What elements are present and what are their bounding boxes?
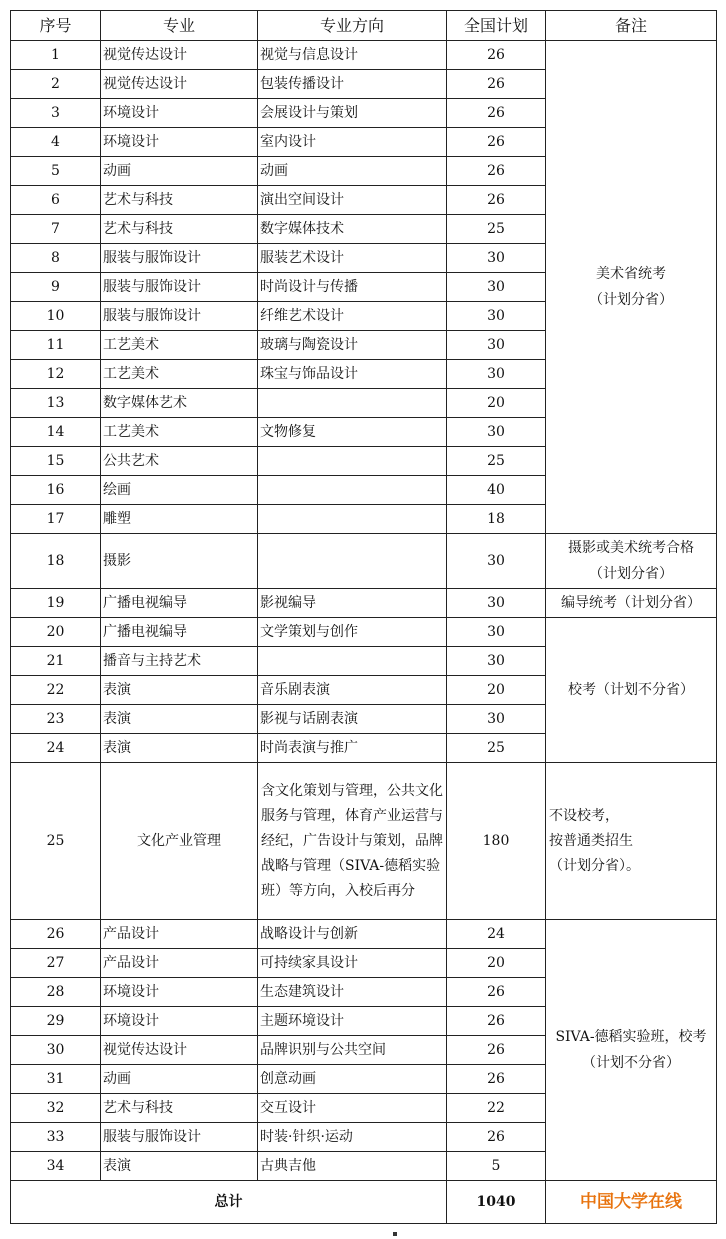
cell-num: 30 <box>11 1036 101 1065</box>
cell-major: 动画 <box>101 1065 258 1094</box>
cell-major: 服装与服饰设计 <box>101 302 258 331</box>
cell-num: 5 <box>11 157 101 186</box>
cell-num: 1 <box>11 41 101 70</box>
cell-direction <box>258 476 447 505</box>
cell-major: 艺术与科技 <box>101 186 258 215</box>
cell-num: 34 <box>11 1152 101 1181</box>
table-row <box>11 618 717 647</box>
header-row <box>11 11 717 41</box>
cell-plan: 25 <box>447 734 546 763</box>
cell-plan: 30 <box>447 360 546 389</box>
table-row <box>11 589 717 618</box>
table-row <box>11 534 717 589</box>
cell-direction: 影视与话剧表演 <box>258 705 447 734</box>
cell-major: 动画 <box>101 157 258 186</box>
cell-plan: 180 <box>447 763 546 920</box>
total-label: 总计 <box>11 1181 447 1224</box>
cell-num: 11 <box>11 331 101 360</box>
cell-plan: 26 <box>447 1007 546 1036</box>
cell-num: 21 <box>11 647 101 676</box>
cell-direction: 时装·针织·运动 <box>258 1123 447 1152</box>
cell-direction: 时尚设计与传播 <box>258 273 447 302</box>
cell-plan: 26 <box>447 978 546 1007</box>
cell-major: 服装与服饰设计 <box>101 244 258 273</box>
cell-direction: 室内设计 <box>258 128 447 157</box>
cell-plan: 5 <box>447 1152 546 1181</box>
cell-num: 20 <box>11 618 101 647</box>
cell-direction: 珠宝与饰品设计 <box>258 360 447 389</box>
note-line: （计划分省）。 <box>549 857 640 874</box>
cell-major: 数字媒体艺术 <box>101 389 258 418</box>
cell-direction: 演出空间设计 <box>258 186 447 215</box>
cell-major: 广播电视编导 <box>101 589 258 618</box>
enrollment-plan-table <box>10 10 717 1224</box>
cell-major: 艺术与科技 <box>101 215 258 244</box>
cell-major: 工艺美术 <box>101 331 258 360</box>
cell-num: 9 <box>11 273 101 302</box>
cell-num: 4 <box>11 128 101 157</box>
note-line: 不设校考， <box>549 807 619 824</box>
cell-plan: 30 <box>447 418 546 447</box>
cell-direction: 玻璃与陶瓷设计 <box>258 331 447 360</box>
cell-direction: 动画 <box>258 157 447 186</box>
cell-num: 6 <box>11 186 101 215</box>
cell-direction: 古典吉他 <box>258 1152 447 1181</box>
cell-major: 工艺美术 <box>101 418 258 447</box>
cell-num: 16 <box>11 476 101 505</box>
cell-major: 雕塑 <box>101 505 258 534</box>
cell-plan: 26 <box>447 99 546 128</box>
cell-num: 3 <box>11 99 101 128</box>
cell-note <box>546 534 717 589</box>
cell-major: 产品设计 <box>101 920 258 949</box>
cell-direction: 文物修复 <box>258 418 447 447</box>
cell-direction: 品牌识别与公共空间 <box>258 1036 447 1065</box>
total-plan: 1040 <box>447 1181 546 1224</box>
note-line: （计划分省） <box>589 566 673 582</box>
cell-plan: 30 <box>447 589 546 618</box>
cell-direction: 视觉与信息设计 <box>258 41 447 70</box>
header-num: 序号 <box>11 11 101 41</box>
cell-num: 2 <box>11 70 101 99</box>
cell-num: 23 <box>11 705 101 734</box>
cell-num: 24 <box>11 734 101 763</box>
cell-direction <box>258 389 447 418</box>
cell-num: 17 <box>11 505 101 534</box>
table-row <box>11 41 717 70</box>
cell-major: 广播电视编导 <box>101 618 258 647</box>
cell-num: 15 <box>11 447 101 476</box>
cell-num: 22 <box>11 676 101 705</box>
cell-direction <box>258 534 447 589</box>
note-line: 校考（计划不分省） <box>568 682 694 698</box>
cell-num: 12 <box>11 360 101 389</box>
cell-num: 18 <box>11 534 101 589</box>
cell-direction: 包装传播设计 <box>258 70 447 99</box>
cell-major: 表演 <box>101 705 258 734</box>
cell-direction: 时尚表演与推广 <box>258 734 447 763</box>
cell-plan: 30 <box>447 244 546 273</box>
cell-note <box>546 589 717 618</box>
note-line: （计划分省） <box>589 292 673 308</box>
cell-plan: 30 <box>447 302 546 331</box>
cell-num: 27 <box>11 949 101 978</box>
cell-note <box>546 618 717 763</box>
note-line: （计划不分省） <box>582 1055 680 1071</box>
cell-major: 摄影 <box>101 534 258 589</box>
cell-direction: 交互设计 <box>258 1094 447 1123</box>
cell-direction: 文学策划与创作 <box>258 618 447 647</box>
cell-note <box>546 763 717 920</box>
cell-major: 播音与主持艺术 <box>101 647 258 676</box>
cell-num: 8 <box>11 244 101 273</box>
note-line: 美术省统考 <box>596 266 666 282</box>
cell-num: 25 <box>11 763 101 920</box>
header-note: 备注 <box>546 11 717 41</box>
cell-major: 环境设计 <box>101 99 258 128</box>
header-direction: 专业方向 <box>258 11 447 41</box>
cell-plan: 30 <box>447 647 546 676</box>
cell-num: 7 <box>11 215 101 244</box>
cell-direction: 服装艺术设计 <box>258 244 447 273</box>
cell-num: 33 <box>11 1123 101 1152</box>
cell-direction: 数字媒体技术 <box>258 215 447 244</box>
cell-plan: 26 <box>447 41 546 70</box>
cell-direction <box>258 647 447 676</box>
cell-plan: 30 <box>447 331 546 360</box>
cell-num: 19 <box>11 589 101 618</box>
cell-direction <box>258 505 447 534</box>
cell-direction: 会展设计与策划 <box>258 99 447 128</box>
cell-plan: 26 <box>447 1065 546 1094</box>
cell-num: 28 <box>11 978 101 1007</box>
cell-major: 环境设计 <box>101 978 258 1007</box>
cell-num: 29 <box>11 1007 101 1036</box>
cell-plan: 40 <box>447 476 546 505</box>
cell-plan: 30 <box>447 273 546 302</box>
cell-plan: 30 <box>447 534 546 589</box>
cell-direction: 生态建筑设计 <box>258 978 447 1007</box>
cell-major: 绘画 <box>101 476 258 505</box>
cell-num: 13 <box>11 389 101 418</box>
cell-plan: 26 <box>447 1123 546 1152</box>
cell-major: 公共艺术 <box>101 447 258 476</box>
cell-major: 视觉传达设计 <box>101 70 258 99</box>
cell-direction: 创意动画 <box>258 1065 447 1094</box>
cell-major: 表演 <box>101 1152 258 1181</box>
cell-major: 产品设计 <box>101 949 258 978</box>
page-mark <box>393 1232 397 1236</box>
cell-plan: 26 <box>447 70 546 99</box>
cell-direction: 战略设计与创新 <box>258 920 447 949</box>
table-row <box>11 763 717 920</box>
cell-major: 环境设计 <box>101 128 258 157</box>
header-plan: 全国计划 <box>447 11 546 41</box>
cell-plan: 24 <box>447 920 546 949</box>
cell-major: 视觉传达设计 <box>101 41 258 70</box>
cell-plan: 25 <box>447 447 546 476</box>
cell-major: 表演 <box>101 734 258 763</box>
cell-direction <box>258 447 447 476</box>
cell-major: 表演 <box>101 676 258 705</box>
header-major: 专业 <box>101 11 258 41</box>
cell-major: 服装与服饰设计 <box>101 1123 258 1152</box>
cell-num: 32 <box>11 1094 101 1123</box>
cell-direction: 影视编导 <box>258 589 447 618</box>
cell-major: 服装与服饰设计 <box>101 273 258 302</box>
cell-major: 环境设计 <box>101 1007 258 1036</box>
cell-plan: 26 <box>447 1036 546 1065</box>
cell-plan: 22 <box>447 1094 546 1123</box>
cell-direction: 可持续家具设计 <box>258 949 447 978</box>
cell-direction: 主题环境设计 <box>258 1007 447 1036</box>
cell-num: 31 <box>11 1065 101 1094</box>
cell-direction: 含文化策划与管理，公共文化服务与管理，体育产业运营与经纪，广告设计与策划，品牌战略与管理（SIVA-德稻实验班）等方向，入校后再分 <box>258 763 447 920</box>
table-row <box>11 920 717 949</box>
watermark-logo: 中国大学在线 <box>546 1181 717 1224</box>
cell-plan: 20 <box>447 389 546 418</box>
note-line: 按普通类招生 <box>549 832 633 849</box>
note-line: 摄影或美术统考合格 <box>568 540 694 556</box>
cell-plan: 20 <box>447 949 546 978</box>
cell-num: 26 <box>11 920 101 949</box>
cell-plan: 26 <box>447 157 546 186</box>
cell-plan: 26 <box>447 128 546 157</box>
cell-plan: 26 <box>447 186 546 215</box>
note-line: 编导统考（计划分省） <box>561 595 701 611</box>
note-line: SIVA-德稻实验班，校考 <box>555 1029 707 1045</box>
cell-major: 艺术与科技 <box>101 1094 258 1123</box>
cell-note <box>546 920 717 1181</box>
cell-direction: 纤维艺术设计 <box>258 302 447 331</box>
total-row <box>11 1181 717 1224</box>
cell-num: 10 <box>11 302 101 331</box>
cell-major: 文化产业管理 <box>101 763 258 920</box>
cell-num: 14 <box>11 418 101 447</box>
cell-major: 视觉传达设计 <box>101 1036 258 1065</box>
cell-plan: 25 <box>447 215 546 244</box>
cell-plan: 20 <box>447 676 546 705</box>
cell-plan: 30 <box>447 618 546 647</box>
cell-plan: 30 <box>447 705 546 734</box>
cell-major: 工艺美术 <box>101 360 258 389</box>
cell-plan: 18 <box>447 505 546 534</box>
cell-note <box>546 41 717 534</box>
cell-direction: 音乐剧表演 <box>258 676 447 705</box>
